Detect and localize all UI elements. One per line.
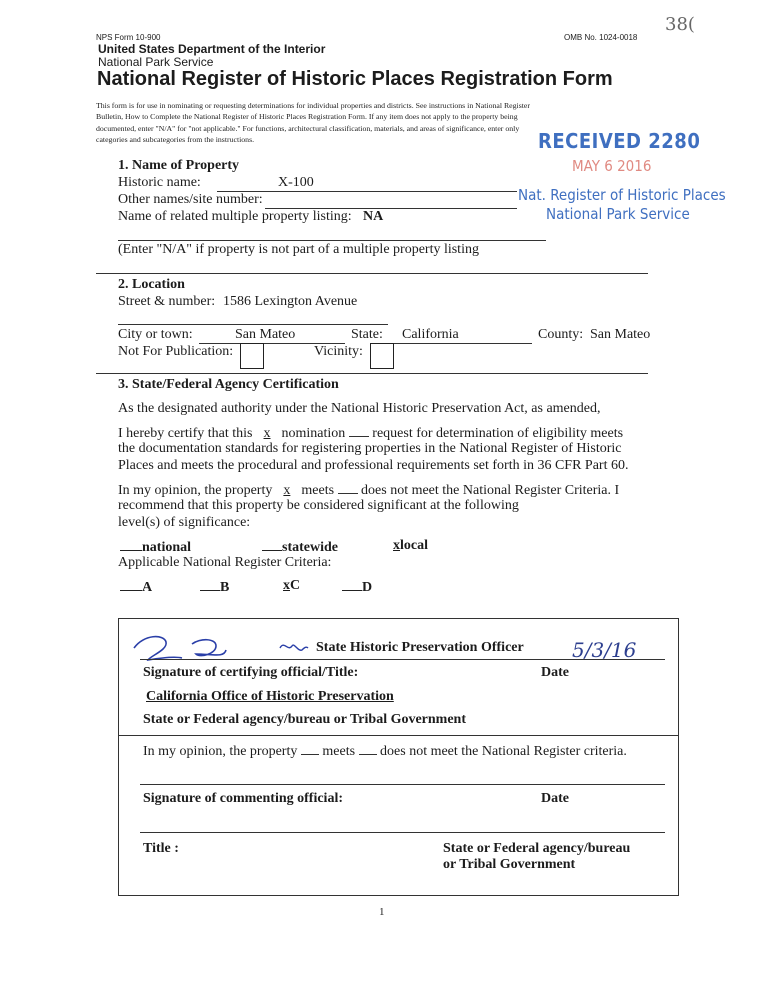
commenting-does-not-meet-blank[interactable] [359,742,377,755]
certify-text-c: request for determination of eligibility meets [372,426,624,441]
handwritten-date: 5/3/16 [572,638,637,662]
local-mark[interactable]: x [393,538,400,553]
county-label: County: [538,327,584,342]
certify-line-2: the documentation standards for registering properties in the National Register of Historic [118,441,622,456]
received-date-stamp: MAY 6 2016 [572,157,652,175]
opinion-line-3: level(s) of significance: [118,515,251,530]
street-value[interactable]: 1586 Lexington Avenue [223,294,358,309]
certify-line-1 [118,424,623,442]
nomination-mark[interactable]: x [263,426,271,441]
commenting-date-label: Date [541,791,569,806]
section2-heading: 2. Location [118,277,185,292]
agency-label: State or Federal agency/bureau or Tribal Government [143,712,467,727]
commenting-opinion-b: meets [322,744,356,759]
opinion-line-1 [118,481,619,499]
signature-label: Signature of certifying official/Title: [143,665,359,680]
received-stamp: RECEIVED 2280 [538,129,701,153]
register-stamp-line1: Nat. Register of Historic Places [518,186,726,204]
meets-mark[interactable]: x [283,483,291,498]
opinion-text-a: In my opinion, the property [118,483,273,498]
section1-heading: 1. Name of Property [118,158,240,173]
not-for-publication-label: Not For Publication: [118,344,234,359]
related-listing-note: (Enter "N/A" if property is not part of a multiple property listing [118,242,479,257]
street-label: Street & number: [118,294,216,309]
historic-name-label: Historic name: [118,175,201,190]
form-number: NPS Form 10-900 [96,33,161,42]
commenting-opinion-c: does not meet the National Register criteria. [380,744,627,759]
page-number: 1 [379,906,385,918]
commenting-signature-line[interactable] [140,784,665,785]
level-national[interactable]: national [120,538,191,556]
certify-text-b: nomination [281,426,346,441]
section-divider-1 [96,273,648,274]
does-not-meet-blank[interactable] [338,481,358,494]
title-line[interactable] [140,832,665,833]
related-listing-line [118,240,546,241]
opinion-text-c: does not meet the National Register Criteria. I [361,483,620,498]
agency-name[interactable]: California Office of Historic Preservation [146,689,394,704]
title-label: Title : [143,841,179,856]
not-for-publication-checkbox[interactable] [240,343,264,369]
statewide-blank[interactable] [262,538,282,551]
city-label: City or town: [118,327,193,342]
commenting-agency-label-2: or Tribal Government [443,857,576,872]
intro-line-1: This form is for use in nominating or requesting determinations for individual properties and districts. See instructions in National Register [96,101,530,110]
commenting-opinion-a: In my opinion, the property [143,744,298,759]
historic-name-value[interactable]: X-100 [278,175,314,190]
corner-pencil-mark: 38( [665,14,695,35]
omb-number: OMB No. 1024-0018 [564,33,638,42]
service-name: National Park Service [98,55,214,69]
commenting-meets-blank[interactable] [301,742,319,755]
criterion-a[interactable]: A [120,578,152,596]
criterion-d[interactable]: D [342,578,372,596]
register-stamp-line2: National Park Service [546,205,690,223]
authority-statement: As the designated authority under the National Historic Preservation Act, as amended, [118,401,601,416]
opinion-text-b: meets [301,483,335,498]
related-listing-value[interactable]: NA [363,209,384,224]
section-divider-2 [96,373,648,374]
commenting-opinion [143,742,627,760]
state-label: State: [351,327,383,342]
intro-line-2: Bulletin, How to Complete the National Register of Historic Places Registration Form. If any item does not apply to the property being [96,112,518,121]
certify-line-3: Places and meets the procedural and professional requirements set forth in 36 CFR Part 60. [118,458,629,473]
vicinity-checkbox[interactable] [370,343,394,369]
commenting-signature-label: Signature of commenting official: [143,791,343,806]
city-value[interactable]: San Mateo [235,327,296,342]
vicinity-label: Vicinity: [314,344,363,359]
criterion-b[interactable]: B [200,578,229,596]
commenting-agency-label-1: State or Federal agency/bureau [443,841,631,856]
date-label: Date [541,665,569,680]
signature-line [140,659,665,660]
national-blank[interactable] [120,538,142,551]
street-line [118,324,388,325]
county-value[interactable]: San Mateo [590,327,651,342]
state-value[interactable]: California [402,327,459,342]
level-local[interactable]: xlocal [382,538,428,554]
section3-heading: 3. State/Federal Agency Certification [118,377,339,392]
box-divider [118,735,679,736]
state-line [391,343,532,344]
opinion-line-2: recommend that this property be considered significant at the following [118,498,519,513]
related-listing-label: Name of related multiple property listing: [118,209,352,224]
request-blank[interactable] [349,424,369,437]
criterion-c[interactable]: xC [270,578,300,594]
department-name: United States Department of the Interior [98,42,326,56]
criteria-label: Applicable National Register Criteria: [118,555,332,570]
form-title: National Register of Historic Places Registration Form [97,68,613,90]
certifying-signature [130,628,310,668]
level-statewide[interactable]: statewide [262,538,338,556]
criterion-c-mark[interactable]: x [283,578,290,593]
other-names-label: Other names/site number: [118,192,263,207]
certify-text-a: I hereby certify that this [118,426,253,441]
intro-line-3: documented, enter "N/A" for "not applicable." For functions, architectural classification, materials, and areas of significance, enter only [96,124,520,133]
intro-line-4: categories and subcategories from the instructions. [96,135,255,144]
certifying-official-title[interactable]: State Historic Preservation Officer [316,640,524,655]
